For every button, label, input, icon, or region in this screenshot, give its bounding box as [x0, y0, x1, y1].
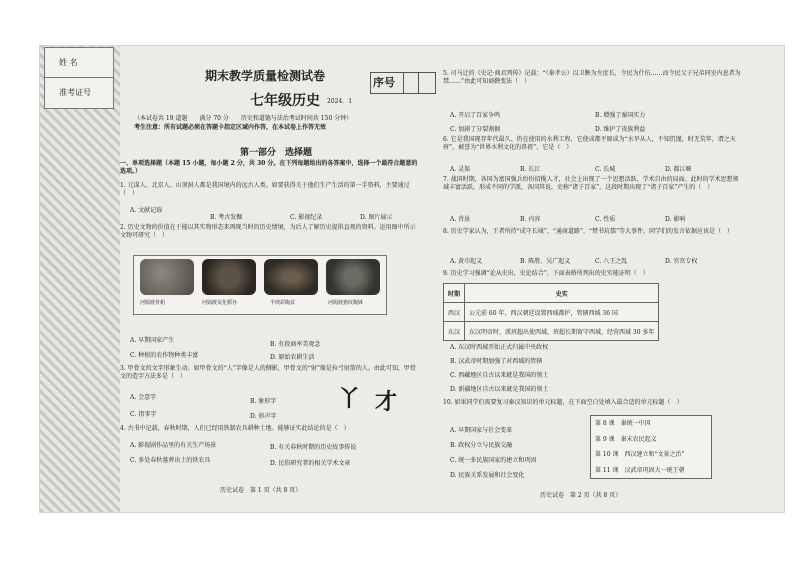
q3-option-d: D. 形声字 — [250, 413, 277, 420]
sequence-cell — [418, 73, 433, 93]
q6-option-b: B. 长江 — [520, 166, 541, 173]
subject-title: 七年级历史 — [250, 93, 320, 109]
question-4: 4. 古书中记载，春秋时期，人们已经用铁制农具耕种土地。能够证实此结论的是（ ） — [120, 425, 350, 432]
q2-option-b: B. 有段商率美观念 — [270, 341, 321, 348]
carbonized-rice-image — [202, 259, 256, 295]
unit-lesson: 第 10 课 西汉建立和“文景之治” — [595, 451, 685, 458]
q1-option-d: D. 图片展示 — [360, 214, 393, 221]
question-8: 8. 历史学家认为，王者所持“成守长城”、“通商道路”、“焚书坑儒”等大事件。同学们的发言依据应该是（ ） — [443, 228, 734, 235]
name-label: 姓 名 — [45, 48, 113, 78]
part-one-title: 第一部分 选择题 — [240, 148, 313, 158]
q9-option-c: C. 西藏地区自古以来就是我国的领土 — [450, 372, 549, 379]
table-row — [444, 303, 659, 322]
q4-option-a: A. 影视剧作品里的有关生产场景 — [130, 442, 217, 449]
q2-option-c: C. 种植的农作物种类丰富 — [130, 352, 199, 359]
q6-option-c: C. 长城 — [595, 166, 616, 173]
q7-option-a: A. 背景 — [450, 216, 471, 223]
pig-pattern-bowl-image — [326, 259, 380, 295]
q8-option-d: D. 官官专权 — [665, 258, 698, 265]
question-2: 2. 历史文物的价值在于能以其实物形态来再现当时的历史情境，为后人了解历史提供直观的资料。运用图中所示文物可研究（ ） — [120, 224, 416, 239]
q9-option-b: B. 汉武帝时期加强了对西域的管辖 — [450, 358, 543, 365]
question-6: 6. 它是我国现存年代最久、仍在使用的水利工程，它使成都平原成为“水旱从人，不知饥馑，时无荒年，谓之天府”，被誉为“世界水利文化的鼻祖”。它是（ ） — [443, 136, 736, 151]
q6-option-a: A. 灵渠 — [450, 166, 471, 173]
q1-option-c: C. 影视纪录 — [290, 214, 323, 221]
q1-option-a: A. 文献记载 — [130, 207, 163, 214]
q9-option-d: D. 新疆地区自古以来就是我国的领土 — [450, 386, 549, 393]
q9-option-a: A. 东汉时西域开始正式归属中央政权 — [450, 344, 549, 351]
q10-option-c: C. 统一多民族国家的建立和巩固 — [450, 457, 537, 464]
artifact-caption: 河姆渡骨耜 — [140, 300, 166, 306]
student-info-box — [44, 47, 114, 109]
table-cell: 东汉 — [444, 322, 465, 341]
sequence-number-box — [370, 72, 436, 94]
exam-title: 期末教学质量检测试卷 — [205, 69, 326, 83]
q8-option-b: B. 陈胜、吴广起义 — [520, 258, 571, 265]
table-header-facts: 史实 — [465, 284, 659, 303]
q3-option-b: B. 象形字 — [250, 398, 277, 405]
painted-pottery-basin-image — [264, 259, 318, 295]
table-cell: 公元前 60 年，西汉朝廷设置西域都护，管辖西域 36 国 — [465, 303, 659, 322]
q6-option-d: D. 都江堰 — [665, 166, 692, 173]
q10-option-d: D. 民族关系发展和社会变化 — [450, 472, 525, 479]
page-footer-right: 历史试卷 第 2 页（共 8 页） — [540, 492, 622, 499]
artifact-caption: 河姆渡猪纹陶钵 — [328, 300, 364, 306]
question-1: 1. 元谋人、北京人、山顶洞人都是我国境内的远古人类。如要获得关于他们生产生活的第一手资料，主要通过（ ） — [120, 182, 410, 197]
q2-option-d: D. 原始农耕生活 — [270, 354, 315, 361]
unit-lesson: 第 9 课 秦末农民起义 — [595, 435, 657, 443]
q10-option-b: B. 政权分立与民族交融 — [450, 442, 513, 449]
q5-option-c: C. 加剧了分裂割据 — [450, 126, 501, 133]
candidate-id-label: 准考证号 — [59, 88, 91, 97]
handwritten-mark: 才 — [375, 390, 398, 415]
artifact-caption: 河姆渡炭化稻谷 — [202, 300, 238, 306]
artifact-caption: 半坡彩陶盆 — [270, 300, 296, 306]
q5-option-b: B. 增强了秦国实力 — [595, 112, 646, 119]
bone-spade-image — [140, 259, 194, 295]
exam-notice: 考生注意：所有试题必须在答题卡指定区域内作答，在本试卷上作答无效 — [134, 124, 327, 131]
table-header-period: 时期 — [444, 284, 465, 303]
exam-date: 2024．1 — [327, 98, 353, 105]
sequence-cell — [403, 73, 418, 93]
question-3: 3. 甲骨文的文字形象生动。如甲骨文的“人”字像是人的侧影，甲骨文的“射”像是拉弓射箭的人。由此可知，甲骨文的造字方法多是（ ） — [120, 365, 416, 380]
q7-option-b: B. 内容 — [520, 216, 541, 223]
question-10: 10. 如果同学们需要复习秦汉知识的单元标题，在下面空白处填入最合适的单元标题（ ） — [443, 399, 683, 406]
question-5: 5. 司马迁的《史记·商君列传》记载：“（秦孝公）以卫鞅为左庶长，令民为什伍……而令民父子兄弟同室内息者为禁……”由此可知商鞅变法（ ） — [443, 70, 741, 85]
question-9: 9. 历史学习强调“论从史出，史论结合”，下面表格所列出的史实能证明（ ） — [443, 270, 649, 277]
q4-option-b: B. 有关春秋时期的历史故事传说 — [270, 444, 357, 451]
q10-option-a: A. 早期国家与社会变革 — [450, 427, 513, 434]
question-7: 7. 战国时期，各国为富国强兵纷纷招揽人才，社会上出现了一个思想活跃、学术自由的局面。此时的学术思想领域丰富活跃，形成不同的学派，各国其说，史称“诸子百家”，这段时期出现了“诸子百家”产生的（ ） — [443, 176, 739, 191]
q4-option-d: D. 民俗研究者的相关学术文章 — [270, 460, 351, 467]
page-footer-left: 历史试卷 第 1 页（共 8 页） — [220, 487, 302, 494]
q8-option-a: A. 黄巾起义 — [450, 258, 483, 265]
binding-margin — [40, 46, 120, 512]
q1-option-b: B. 考古发掘 — [210, 214, 243, 221]
q7-option-c: C. 性质 — [595, 216, 616, 223]
table-cell: 东汉明帝时，派班超出使西域，班超长期留守西域，经营西域 30 多年 — [465, 322, 659, 341]
section-instructions: 一、单项选择题（本题 15 小题，每小题 2 分，共 30 分。在下列每题给出的各答案中，选择一个最符合题意的选项。） — [120, 160, 418, 175]
table-cell: 西汉 — [444, 303, 465, 322]
handwritten-mark: 丫 — [338, 387, 361, 412]
q5-option-a: A. 开启了百家争鸣 — [450, 112, 501, 119]
sequence-label: 序号 — [373, 76, 395, 89]
unit-lessons-box — [590, 415, 712, 479]
unit-lesson: 第 8 课 秦统一中国 — [595, 420, 651, 427]
q8-option-c: C. 八王之乱 — [595, 258, 628, 265]
q2-option-a: A. 早期国家产生 — [130, 337, 175, 344]
q7-option-d: D. 影响 — [665, 216, 686, 223]
history-facts-table — [443, 283, 659, 341]
q5-option-d: D. 维护了贵族利益 — [595, 126, 646, 133]
q3-option-c: C. 指事字 — [130, 411, 157, 418]
q4-option-c: C. 多处春秋墓葬出土的铁农具 — [130, 457, 211, 464]
q3-option-a: A. 会意字 — [130, 394, 157, 401]
table-row — [444, 322, 659, 341]
artifact-figure — [133, 255, 387, 315]
exam-info: （本试卷共 19 道题 满分 70 分 历史和道德与法治考试时间共 150 分钟） — [134, 115, 353, 122]
unit-lesson: 第 11 课 汉武帝巩固大一统王朝 — [595, 466, 685, 474]
